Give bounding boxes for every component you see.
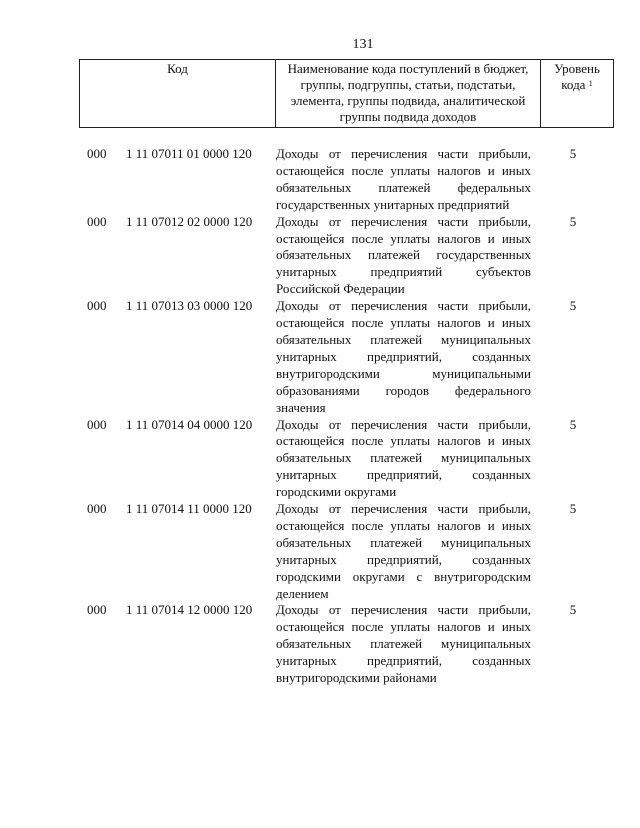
- row-name: Доходы от перечисления части прибыли, остающейся после уплаты налогов и иных обязательных платежей муниципальных унитарных предприятий, созданных городскими округами с внутригородским делением: [276, 501, 531, 601]
- row-level: 5: [569, 213, 577, 229]
- header-level: [541, 60, 613, 127]
- row-name: Доходы от перечисления части прибыли, остающейся после уплаты налогов и иных обязательных платежей муниципальных унитарных предприятий, созданных внутригородскими муниципальными образованиями городов федерального значения: [276, 298, 531, 415]
- row-prefix: 000: [87, 501, 107, 517]
- row-name: Доходы от перечисления части прибыли, остающейся после уплаты налогов и иных обязательных платежей муниципальных унитарных предприятий, созданных городскими округами: [276, 416, 531, 500]
- table-row: [79, 298, 614, 416]
- row-prefix: 000: [87, 146, 107, 161]
- table-body: [79, 146, 614, 687]
- row-name: Доходы от перечисления части прибыли, остающейся после уплаты налогов и иных обязательных платежей государственных унитарных предприятий субъектов Российской Федерации: [276, 213, 531, 297]
- row-prefix: 000: [87, 416, 107, 432]
- row-code: 1 11 07011 01 0000 120: [126, 146, 252, 161]
- row-prefix: 000: [87, 213, 107, 229]
- table-row: [79, 501, 614, 602]
- row-code: 1 11 07014 12 0000 120: [126, 602, 253, 618]
- row-prefix: 000: [87, 298, 107, 314]
- row-level: 5: [569, 602, 577, 618]
- row-level: 5: [569, 298, 577, 314]
- table-row: [79, 602, 614, 687]
- row-name: Доходы от перечисления части прибыли, остающейся после уплаты налогов и иных обязательных платежей федеральных государственных унитарных предприятий: [276, 146, 531, 212]
- row-name: Доходы от перечисления части прибыли, остающейся после уплаты налогов и иных обязательных платежей муниципальных унитарных предприятий, созданных внутригородскими районами: [276, 602, 531, 686]
- header-code: Код: [80, 60, 276, 127]
- row-prefix: 000: [87, 602, 107, 618]
- table-row: [79, 146, 614, 214]
- page-number: 131: [352, 37, 374, 52]
- header-level-label: Уровень кода: [554, 61, 600, 92]
- table-row: [79, 214, 614, 299]
- row-level: 5: [569, 501, 577, 517]
- header-name: Наименование кода поступлений в бюджет, группы, подгруппы, статьи, подстатьи, элемента, группы подвида, аналитической группы подвида доходов: [276, 60, 541, 127]
- row-code: 1 11 07012 02 0000 120: [126, 213, 253, 229]
- row-level: 5: [569, 146, 577, 161]
- table-header: [79, 59, 614, 128]
- row-code: 1 11 07013 03 0000 120: [126, 298, 253, 314]
- row-level: 5: [569, 416, 577, 432]
- table-row: [79, 417, 614, 502]
- row-code: 1 11 07014 04 0000 120: [126, 416, 253, 432]
- footnote-marker: 1: [588, 79, 593, 88]
- row-code: 1 11 07014 11 0000 120: [126, 501, 252, 517]
